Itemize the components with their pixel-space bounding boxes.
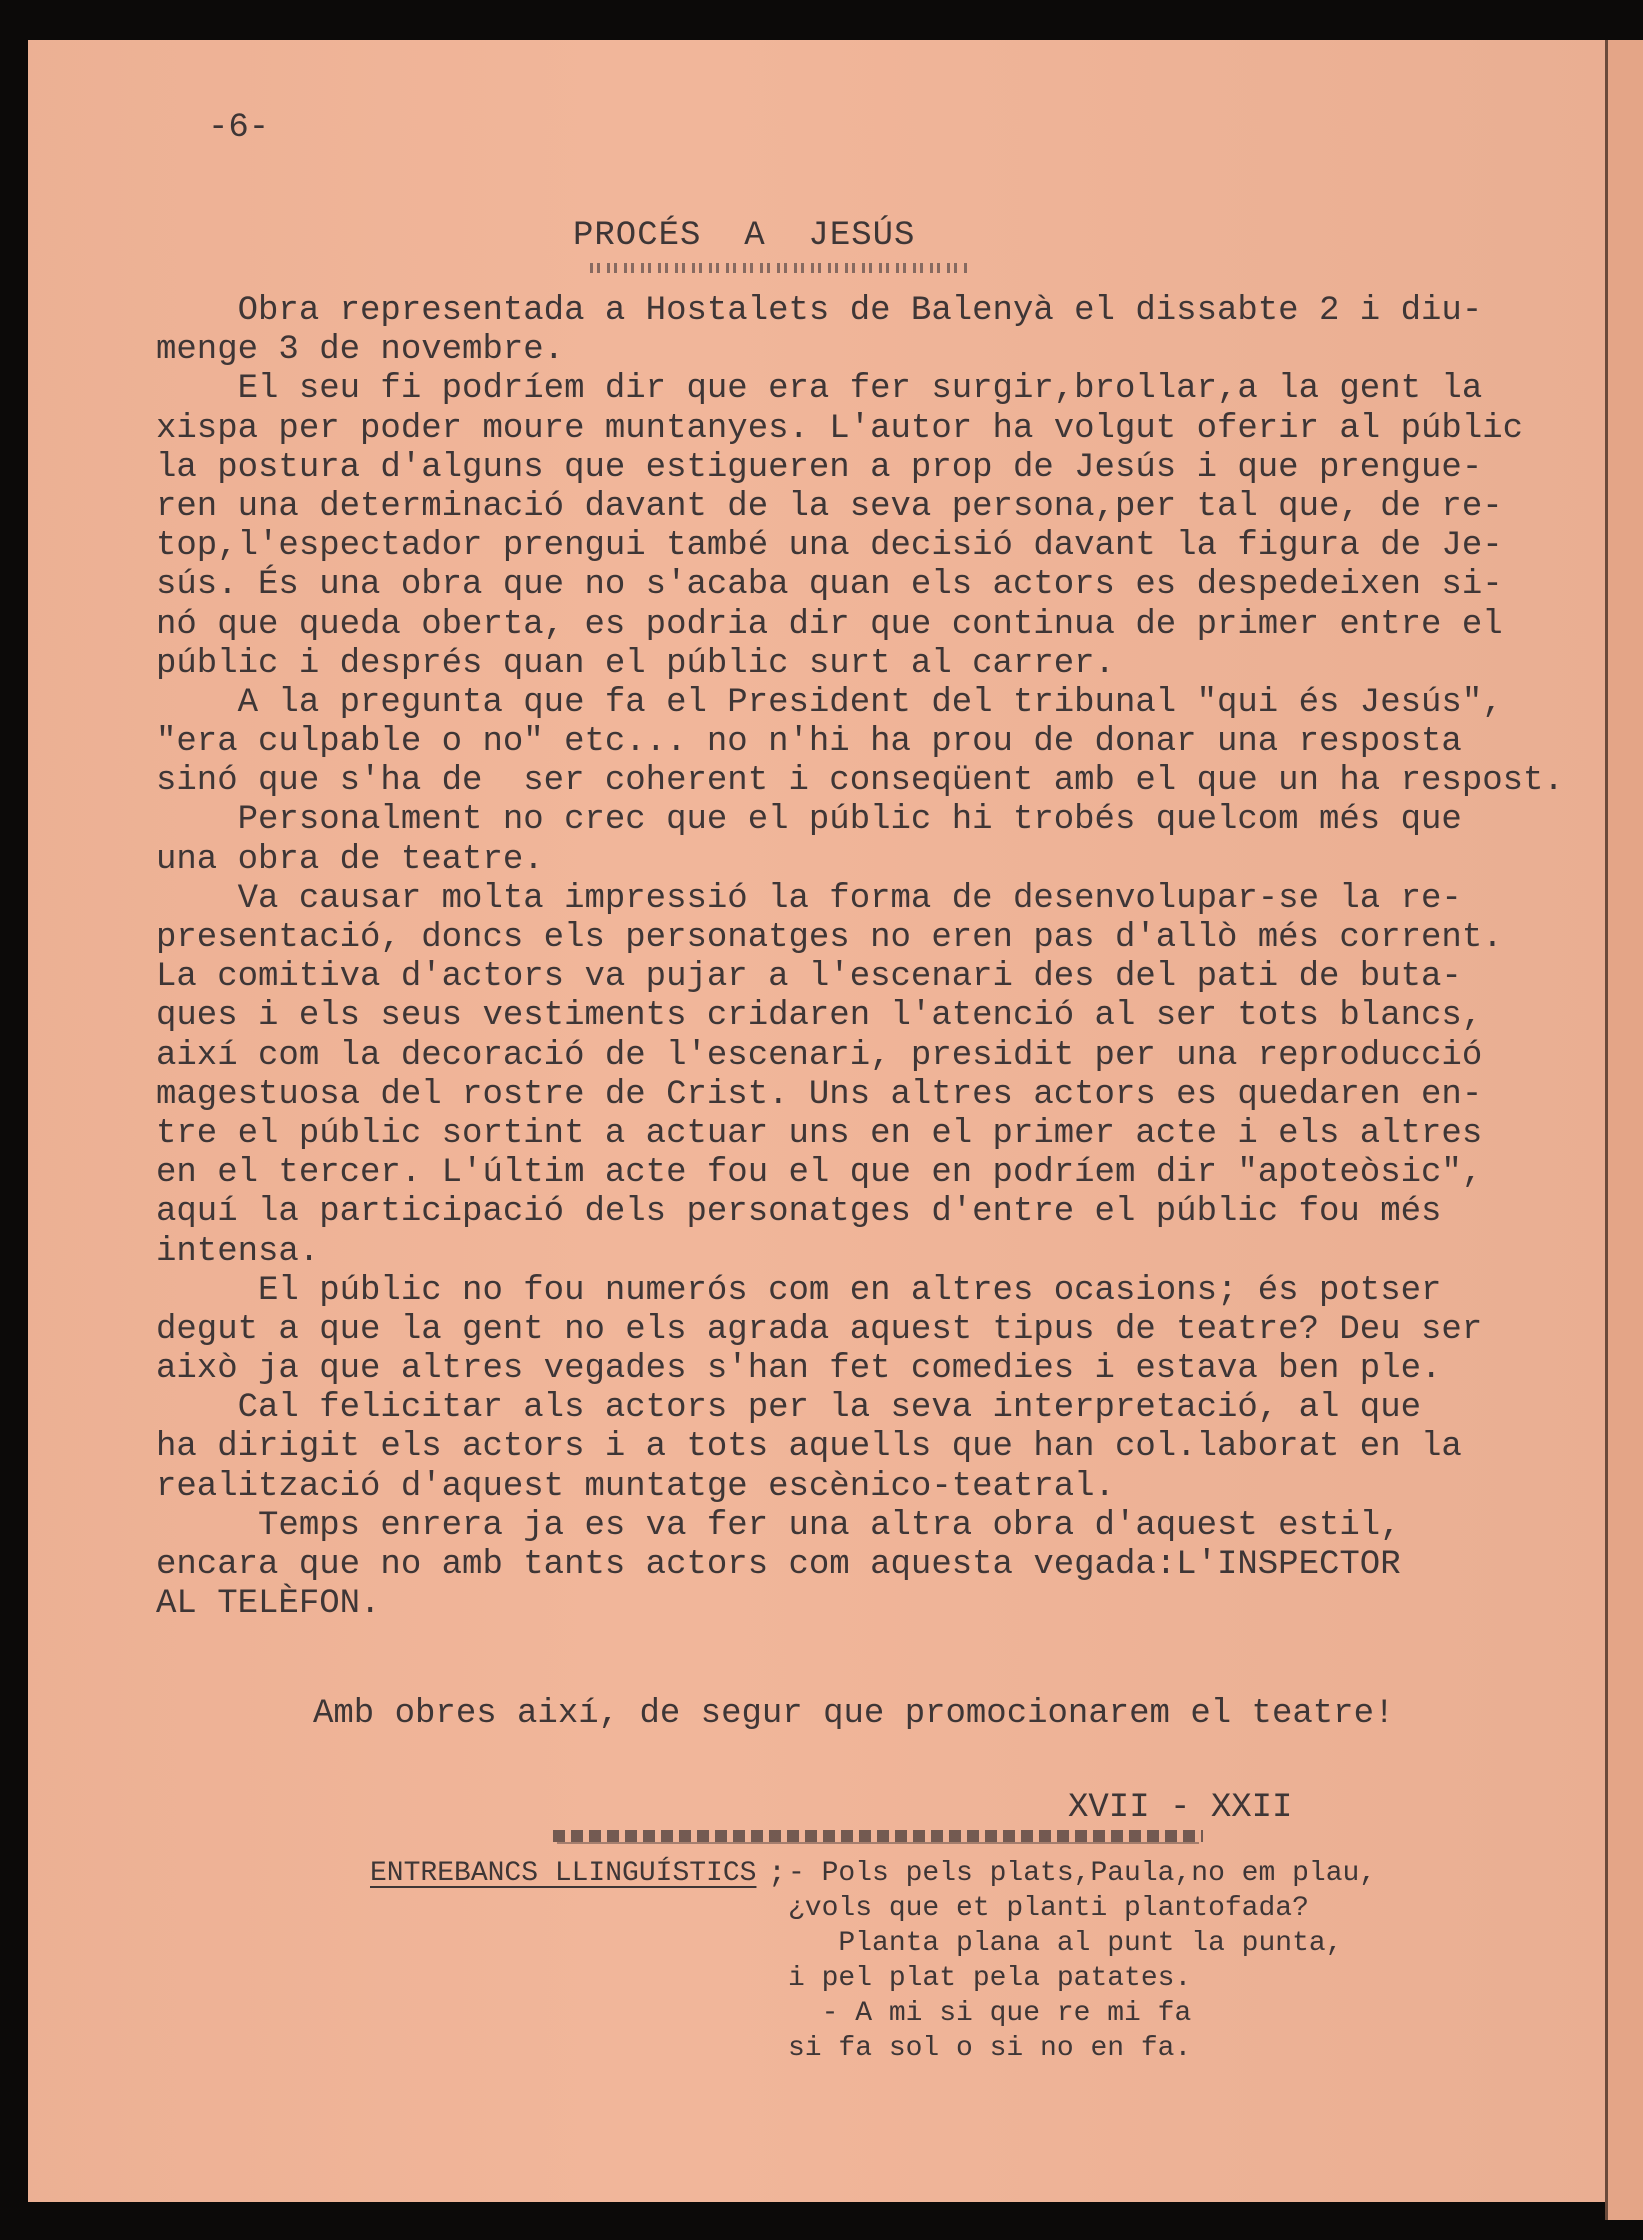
body-line: La comitiva d'actors va pujar a l'escenari des del pati de buta- [156,958,1462,997]
body-line: ques i els seus vestiments cridaren l'atenció al ser tots blancs, [156,997,1483,1036]
body-line: "era culpable o no" etc... no n'hi ha prou de donar una resposta [156,723,1462,762]
page-number: -6- [208,109,270,147]
section-heading: ENTREBANCS LLINGUÍSTICS [370,1858,757,1889]
poem-line: i pel plat pela patates. [788,1963,1192,1994]
body-line: ren una determinació davant de la seva persona,per tal que, de re- [156,487,1503,526]
poem-line: Planta plana al punt la punta, [788,1928,1343,1959]
body-line: Va causar molta impressió la forma de desenvolupar-se la re- [156,879,1462,918]
heading-separator: ; [768,1857,787,1891]
body-line: realització d'aquest muntatge escènico-teatral. [156,1467,1115,1506]
document-page [28,40,1606,2202]
closing-line: Amb obres així, de segur que promocionarem el teatre! [313,1695,1395,1733]
body-line: top,l'espectador prengui també una decisió davant la figura de Je- [156,527,1503,566]
body-line: encara que no amb tants actors com aquesta vegada:L'INSPECTOR [156,1546,1401,1584]
body-line: Cal felicitar als actors per la seva interpretació, al que [156,1389,1422,1428]
body-line: en el tercer. L'últim acte fou el que en podríem dir "apoteòsic", [156,1154,1483,1193]
body-line: això ja que altres vegades s'han fet comedies i estava ben ple. [156,1350,1442,1389]
body-line: sinó que s'ha de ser coherent i conseqüent amb el que un ha respost. [156,762,1564,801]
next-page-edge [1605,40,1643,2220]
article-title: PROCÉS A JESÚS [573,217,916,255]
body-line: sús. És una obra que no s'acaba quan els actors es despedeixen si- [156,566,1503,605]
body-line: Temps enrera ja es va fer una altra obra d'aquest estil, [156,1506,1401,1545]
body-line: Personalment no crec que el públic hi trobés quelcom més que [156,801,1462,840]
poem-line: - Pols pels plats,Paula,no em plau, [788,1858,1377,1889]
body-line: una obra de teatre. [156,840,544,879]
body-line: AL TELÈFON. [156,1585,381,1624]
body-line: la postura d'alguns que estigueren a prop de Jesús i que prengue- [156,448,1483,487]
poem-line: - A mi si que re mi fa [788,1998,1192,2029]
body-line: públic i després quan el públic surt al carrer. [156,644,1115,683]
body-line: així com la decoració de l'escenari, presidit per una reproducció [156,1036,1483,1075]
poem-line: ¿vols que et planti plantofada? [788,1893,1309,1924]
body-line: presentació, doncs els personatges no eren pas d'allò més corrent. [156,919,1503,957]
body-line: menge 3 de novembre. [156,331,565,370]
body-line: El seu fi podríem dir que era fer surgir,brollar,a la gent la [156,370,1483,409]
poem-line: si fa sol o si no en fa. [788,2033,1192,2064]
body-line: A la pregunta que fa el President del tribunal "qui és Jesús", [156,683,1503,722]
article-body [156,292,1576,1624]
body-line: degut a que la gent no els agrada aquest tipus de teatre? Deu ser [156,1310,1483,1349]
section-separator [553,1830,1203,1842]
body-line: xispa per poder moure muntanyes. L'autor ha volgut oferir al públic [156,409,1524,448]
body-line: magestuosa del rostre de Crist. Uns altres actors es quedaren en- [156,1075,1483,1114]
title-underline-rule [590,263,968,273]
roman-numerals: XVII - XXII [1068,1789,1293,1827]
body-line: Obra representada a Hostalets de Balenyà el dissabte 2 i diu- [156,292,1483,330]
tongue-twister-poem [788,1856,1376,2066]
body-line: intensa. [156,1232,320,1271]
body-line: El públic no fou numerós com en altres ocasions; és potser [156,1271,1442,1310]
body-line: ha dirigit els actors i a tots aquells que han col.laborat en la [156,1428,1462,1467]
body-line: nó que queda oberta, es podria dir que continua de primer entre el [156,605,1503,644]
body-line: aquí la participació dels personatges d'entre el públic fou més [156,1193,1442,1232]
body-line: tre el públic sortint a actuar uns en el primer acte i els altres [156,1114,1483,1153]
